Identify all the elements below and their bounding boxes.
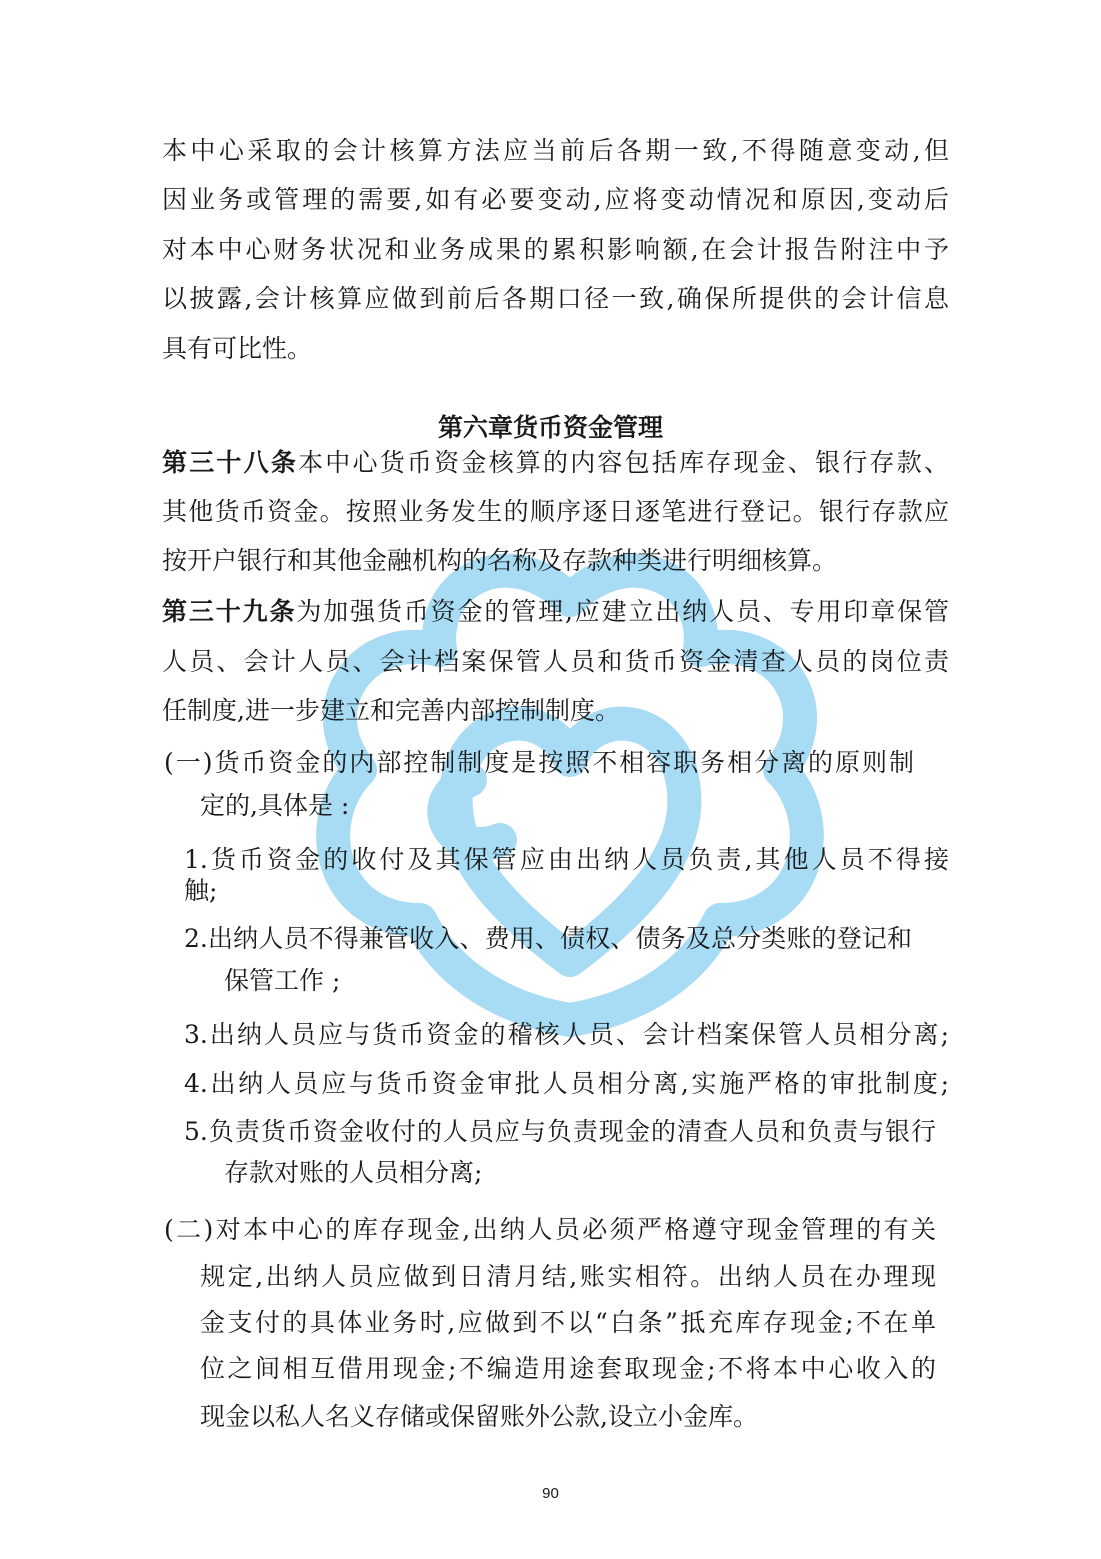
- article-39-line: 任制度,进一步建立和完善内部控制制度。: [162, 696, 620, 725]
- article-39-first-line: [162, 597, 949, 627]
- section-1-line: 定的,具体是 :: [200, 791, 350, 820]
- article-38-label: 第三十八条: [162, 448, 299, 477]
- article-38-line: 其他货币资金。按照业务发生的顺序逐日逐笔进行登记。银行存款应: [162, 497, 949, 526]
- article-38-line: 按开户银行和其他金融机构的名称及存款种类进行明细核算。: [162, 546, 838, 575]
- section-2-line: 规定,出纳人员应做到日清月结,账实相符。出纳人员在办理现: [200, 1262, 936, 1291]
- section-2-line: (二)对本中心的库存现金,出纳人员必须严格遵守现金管理的有关: [164, 1215, 936, 1244]
- page-number: 90: [542, 1485, 559, 1502]
- item-4: 4.出纳人员应与货币资金审批人员相分离,实施严格的审批制度;: [184, 1069, 949, 1098]
- item-2-cont: 保管工作 ;: [224, 966, 341, 995]
- article-39-label: 第三十九条: [162, 597, 297, 626]
- intro-line: 以披露,会计核算应做到前后各期口径一致,确保所提供的会计信息: [162, 284, 949, 313]
- intro-line: 本中心采取的会计核算方法应当前后各期一致,不得随意变动,但: [162, 136, 949, 165]
- item-3: 3.出纳人员应与货币资金的稽核人员、会计档案保管人员相分离;: [184, 1020, 949, 1049]
- section-2-line: 金支付的具体业务时,应做到不以“白条”抵充库存现金;不在单: [200, 1308, 936, 1337]
- intro-line: 对本中心财务状况和业务成果的累积影响额,在会计报告附注中予: [162, 235, 949, 264]
- item-1-cont: 触;: [184, 876, 218, 905]
- item-5-cont: 存款对账的人员相分离;: [224, 1158, 483, 1187]
- article-39-line: 人员、会计人员、会计档案保管人员和货币资金清查人员的岗位责: [162, 647, 949, 676]
- section-2-line: 位之间相互借用现金;不编造用途套取现金;不将本中心收入的: [200, 1354, 936, 1383]
- intro-line: 具有可比性。: [162, 334, 313, 363]
- article-39-text: 为加强货币资金的管理,应建立出纳人员、专用印章保管: [296, 597, 949, 626]
- chapter-title: 第六章货币资金管理: [437, 413, 663, 442]
- section-2-line: 现金以私人名义存储或保留账外公款,设立小金库。: [200, 1402, 758, 1431]
- item-2: 2.出纳人员不得兼管收入、费用、债权、债务及总分类账的登记和: [184, 924, 912, 953]
- article-38-first-line: [162, 448, 949, 478]
- section-1-line: (一)货币资金的内部控制制度是按照不相容职务相分离的原则制: [164, 748, 914, 777]
- article-38-text: 本中心货币资金核算的内容包括库存现金、银行存款、: [298, 448, 949, 477]
- item-1: 1.货币资金的收付及其保管应由出纳人员负责,其他人员不得接: [184, 845, 949, 874]
- intro-line: 因业务或管理的需要,如有必要变动,应将变动情况和原因,变动后: [162, 185, 949, 214]
- item-5: 5.负责货币资金收付的人员应与负责现金的清查人员和负责与银行: [184, 1117, 936, 1146]
